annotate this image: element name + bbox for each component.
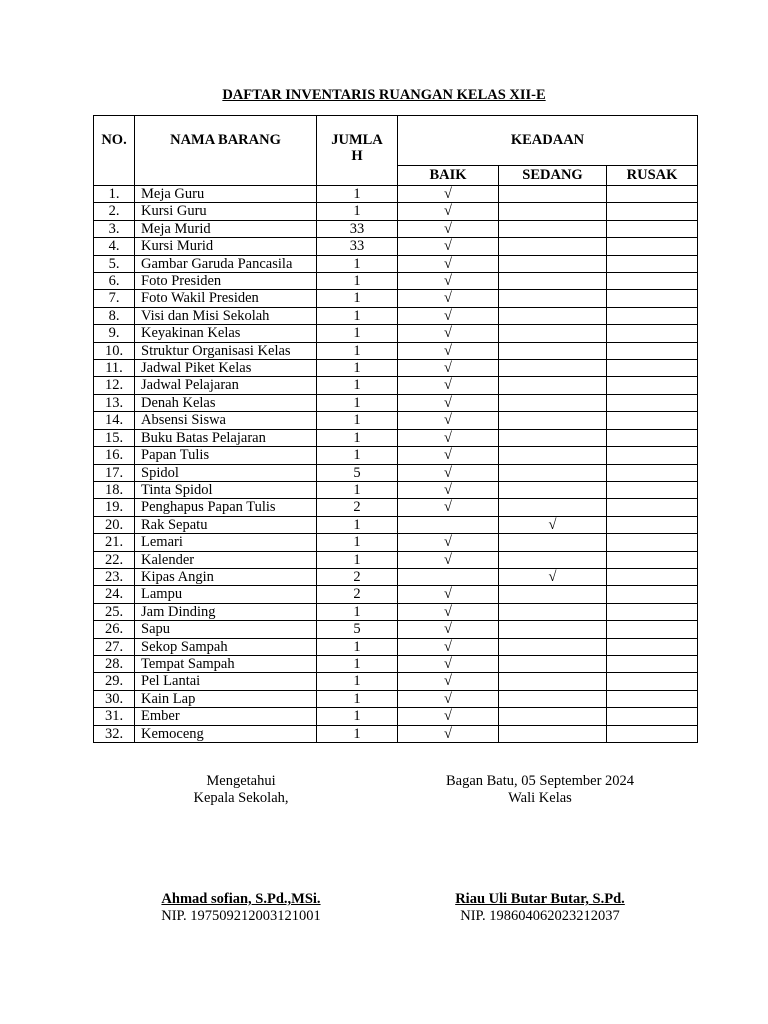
row-item-name: Meja Murid: [135, 220, 317, 237]
check-mark-icon: √: [444, 603, 452, 620]
check-mark-icon: √: [444, 360, 452, 377]
row-condition-rusak: [607, 273, 698, 290]
row-quantity: 1: [317, 725, 398, 742]
table-row: [94, 534, 698, 551]
inventory-table: [93, 115, 698, 743]
row-quantity: 1: [317, 534, 398, 551]
row-condition-baik: [398, 412, 499, 429]
row-condition-baik: [398, 342, 499, 359]
table-row: [94, 203, 698, 220]
header-no: NO.: [94, 116, 135, 186]
row-condition-rusak: [607, 673, 698, 690]
row-number: 24.: [94, 586, 135, 603]
row-number: 14.: [94, 412, 135, 429]
row-item-name: Sekop Sampah: [135, 638, 317, 655]
check-mark-icon: √: [444, 186, 452, 202]
check-mark-icon: √: [548, 568, 557, 585]
signature-left-nip: NIP. 197509212003121001: [161, 908, 321, 924]
row-quantity: 2: [317, 568, 398, 585]
row-condition-sedang: [499, 603, 607, 620]
row-number: 13.: [94, 394, 135, 411]
check-mark-icon: √: [444, 655, 452, 672]
row-number: 25.: [94, 603, 135, 620]
row-item-name: Kursi Murid: [135, 238, 317, 255]
table-row: [94, 307, 698, 324]
table-row: [94, 255, 698, 272]
row-number: 23.: [94, 568, 135, 585]
header-jumlah-line2: H: [351, 148, 363, 165]
row-condition-rusak: [607, 516, 698, 533]
row-item-name: Rak Sepatu: [135, 516, 317, 533]
row-item-name: Ember: [135, 708, 317, 725]
row-quantity: 1: [317, 429, 398, 446]
row-condition-baik: [398, 673, 499, 690]
inventory-rows: [94, 186, 698, 743]
table-row: [94, 708, 698, 725]
row-condition-rusak: [607, 586, 698, 603]
row-item-name: Struktur Organisasi Kelas: [135, 342, 317, 359]
row-condition-rusak: [607, 220, 698, 237]
row-condition-baik: [398, 429, 499, 446]
row-number: 28.: [94, 655, 135, 672]
row-condition-baik: [398, 725, 499, 742]
row-number: 31.: [94, 708, 135, 725]
row-item-name: Pel Lantai: [135, 673, 317, 690]
row-condition-rusak: [607, 499, 698, 516]
check-mark-icon: √: [444, 690, 452, 707]
row-quantity: 1: [317, 481, 398, 498]
row-number: 20.: [94, 516, 135, 533]
check-mark-icon: √: [444, 534, 452, 551]
row-condition-baik: [398, 203, 499, 220]
table-row: [94, 499, 698, 516]
row-item-name: Kalender: [135, 551, 317, 568]
row-quantity: 1: [317, 360, 398, 377]
row-quantity: 2: [317, 499, 398, 516]
check-mark-icon: √: [444, 377, 452, 394]
row-condition-rusak: [607, 307, 698, 324]
row-item-name: Papan Tulis: [135, 447, 317, 464]
signature-left-line2: Kepala Sekolah,: [193, 790, 289, 806]
row-item-name: Kemoceng: [135, 725, 317, 742]
check-mark-icon: √: [444, 238, 452, 255]
row-condition-sedang: [499, 568, 607, 585]
row-condition-sedang: [499, 464, 607, 481]
row-condition-sedang: [499, 394, 607, 411]
row-condition-rusak: [607, 603, 698, 620]
row-quantity: 1: [317, 412, 398, 429]
row-condition-sedang: [499, 621, 607, 638]
table-row: [94, 551, 698, 568]
row-condition-baik: [398, 638, 499, 655]
table-row: [94, 690, 698, 707]
row-item-name: Visi dan Misi Sekolah: [135, 307, 317, 324]
header-sedang: SEDANG: [499, 166, 607, 186]
row-condition-sedang: [499, 325, 607, 342]
row-condition-baik: [398, 238, 499, 255]
check-mark-icon: √: [444, 307, 452, 324]
row-quantity: 5: [317, 621, 398, 638]
row-item-name: Lemari: [135, 534, 317, 551]
row-condition-rusak: [607, 551, 698, 568]
check-mark-icon: √: [444, 220, 452, 237]
row-item-name: Keyakinan Kelas: [135, 325, 317, 342]
row-condition-baik: [398, 273, 499, 290]
row-number: 9.: [94, 325, 135, 342]
row-condition-rusak: [607, 568, 698, 585]
row-item-name: Kipas Angin: [135, 568, 317, 585]
row-condition-rusak: [607, 447, 698, 464]
row-number: 27.: [94, 638, 135, 655]
row-condition-sedang: [499, 342, 607, 359]
check-mark-icon: √: [444, 203, 452, 220]
row-condition-baik: [398, 551, 499, 568]
row-condition-baik: [398, 516, 499, 533]
row-quantity: 1: [317, 394, 398, 411]
row-condition-baik: [398, 360, 499, 377]
row-condition-rusak: [607, 534, 698, 551]
signature-left-name: Ahmad sofian, S.Pd.,MSi.: [161, 891, 321, 907]
row-number: 22.: [94, 551, 135, 568]
row-item-name: Lampu: [135, 586, 317, 603]
row-number: 12.: [94, 377, 135, 394]
row-condition-rusak: [607, 186, 698, 203]
header-rusak: RUSAK: [607, 166, 698, 186]
check-mark-icon: √: [444, 429, 452, 446]
check-mark-icon: √: [444, 255, 452, 272]
table-row: [94, 447, 698, 464]
row-condition-baik: [398, 255, 499, 272]
row-quantity: 33: [317, 238, 398, 255]
header-jumlah-line1: JUMLA: [331, 132, 383, 148]
row-number: 32.: [94, 725, 135, 742]
row-number: 29.: [94, 673, 135, 690]
row-number: 1.: [94, 186, 135, 203]
row-condition-sedang: [499, 412, 607, 429]
row-item-name: Jadwal Piket Kelas: [135, 360, 317, 377]
row-condition-baik: [398, 394, 499, 411]
table-row: [94, 360, 698, 377]
row-condition-rusak: [607, 238, 698, 255]
row-condition-rusak: [607, 325, 698, 342]
row-condition-rusak: [607, 708, 698, 725]
row-number: 30.: [94, 690, 135, 707]
row-condition-rusak: [607, 429, 698, 446]
row-quantity: 1: [317, 342, 398, 359]
header-jumlah: [317, 116, 398, 186]
row-number: 3.: [94, 220, 135, 237]
row-condition-rusak: [607, 203, 698, 220]
row-number: 7.: [94, 290, 135, 307]
row-number: 11.: [94, 360, 135, 377]
signature-right: [420, 773, 660, 925]
row-condition-baik: [398, 481, 499, 498]
row-condition-baik: [398, 534, 499, 551]
row-item-name: Sapu: [135, 621, 317, 638]
row-condition-rusak: [607, 481, 698, 498]
header-baik: BAIK: [398, 166, 499, 186]
row-number: 15.: [94, 429, 135, 446]
row-quantity: 1: [317, 186, 398, 203]
row-condition-sedang: [499, 447, 607, 464]
row-condition-sedang: [499, 551, 607, 568]
row-quantity: 2: [317, 586, 398, 603]
table-row: [94, 394, 698, 411]
row-condition-rusak: [607, 394, 698, 411]
check-mark-icon: √: [444, 586, 452, 603]
row-condition-sedang: [499, 429, 607, 446]
row-condition-baik: [398, 186, 499, 203]
row-condition-baik: [398, 708, 499, 725]
header-nama-barang: NAMA BARANG: [135, 116, 317, 186]
check-mark-icon: √: [444, 290, 452, 307]
table-row: [94, 673, 698, 690]
signature-left: [140, 773, 342, 925]
check-mark-icon: √: [444, 412, 452, 429]
row-number: 17.: [94, 464, 135, 481]
table-row: [94, 342, 698, 359]
row-quantity: 1: [317, 603, 398, 620]
table-row: [94, 621, 698, 638]
row-condition-sedang: [499, 690, 607, 707]
row-item-name: Kursi Guru: [135, 203, 317, 220]
row-number: 2.: [94, 203, 135, 220]
row-condition-sedang: [499, 516, 607, 533]
row-condition-rusak: [607, 621, 698, 638]
row-condition-rusak: [607, 342, 698, 359]
row-item-name: Buku Batas Pelajaran: [135, 429, 317, 446]
row-condition-baik: [398, 499, 499, 516]
row-number: 16.: [94, 447, 135, 464]
row-condition-baik: [398, 586, 499, 603]
row-quantity: 1: [317, 551, 398, 568]
check-mark-icon: √: [444, 481, 452, 498]
row-number: 6.: [94, 273, 135, 290]
row-quantity: 1: [317, 273, 398, 290]
row-condition-baik: [398, 325, 499, 342]
row-condition-rusak: [607, 290, 698, 307]
row-condition-sedang: [499, 273, 607, 290]
row-condition-sedang: [499, 360, 607, 377]
row-condition-rusak: [607, 464, 698, 481]
table-row: [94, 725, 698, 742]
row-condition-rusak: [607, 377, 698, 394]
row-condition-rusak: [607, 255, 698, 272]
row-quantity: 1: [317, 708, 398, 725]
check-mark-icon: √: [548, 516, 557, 533]
check-mark-icon: √: [444, 551, 452, 568]
table-row: [94, 290, 698, 307]
row-quantity: 1: [317, 516, 398, 533]
row-condition-baik: [398, 447, 499, 464]
row-item-name: Foto Presiden: [135, 273, 317, 290]
row-condition-rusak: [607, 638, 698, 655]
row-quantity: 1: [317, 307, 398, 324]
table-row: [94, 586, 698, 603]
row-condition-baik: [398, 621, 499, 638]
row-condition-baik: [398, 307, 499, 324]
row-number: 8.: [94, 307, 135, 324]
row-condition-sedang: [499, 255, 607, 272]
row-condition-sedang: [499, 499, 607, 516]
row-number: 5.: [94, 255, 135, 272]
table-row: [94, 377, 698, 394]
row-item-name: Gambar Garuda Pancasila: [135, 255, 317, 272]
table-row: [94, 412, 698, 429]
row-condition-baik: [398, 655, 499, 672]
check-mark-icon: √: [444, 621, 452, 638]
row-condition-sedang: [499, 186, 607, 203]
signature-right-line1: Bagan Batu, 05 September 2024: [445, 773, 635, 789]
table-row: [94, 238, 698, 255]
row-quantity: 1: [317, 673, 398, 690]
row-item-name: Meja Guru: [135, 186, 317, 203]
signature-right-line2: Wali Kelas: [508, 790, 572, 806]
row-number: 18.: [94, 481, 135, 498]
row-number: 26.: [94, 621, 135, 638]
row-item-name: Absensi Siswa: [135, 412, 317, 429]
table-row: [94, 603, 698, 620]
check-mark-icon: √: [444, 447, 452, 464]
row-condition-rusak: [607, 725, 698, 742]
row-condition-sedang: [499, 655, 607, 672]
row-item-name: Denah Kelas: [135, 394, 317, 411]
check-mark-icon: √: [444, 273, 452, 290]
check-mark-icon: √: [444, 638, 452, 655]
document-title: DAFTAR INVENTARIS RUANGAN KELAS XII-E: [222, 87, 546, 103]
check-mark-icon: √: [444, 499, 452, 516]
signature-right-nip: NIP. 198604062023212037: [460, 908, 620, 924]
table-row: [94, 186, 698, 203]
table-row: [94, 481, 698, 498]
row-condition-baik: [398, 603, 499, 620]
check-mark-icon: √: [444, 342, 452, 359]
row-quantity: 1: [317, 655, 398, 672]
row-condition-baik: [398, 690, 499, 707]
table-row: [94, 273, 698, 290]
row-item-name: Tinta Spidol: [135, 481, 317, 498]
table-row: [94, 638, 698, 655]
row-quantity: 1: [317, 447, 398, 464]
row-number: 21.: [94, 534, 135, 551]
row-condition-rusak: [607, 655, 698, 672]
table-row: [94, 325, 698, 342]
row-condition-sedang: [499, 307, 607, 324]
check-mark-icon: √: [444, 725, 452, 742]
table-row: [94, 464, 698, 481]
row-item-name: Spidol: [135, 464, 317, 481]
row-item-name: Jam Dinding: [135, 603, 317, 620]
row-condition-baik: [398, 290, 499, 307]
row-item-name: Jadwal Pelajaran: [135, 377, 317, 394]
row-quantity: 1: [317, 255, 398, 272]
row-item-name: Kain Lap: [135, 690, 317, 707]
table-row: [94, 220, 698, 237]
row-condition-sedang: [499, 220, 607, 237]
row-condition-sedang: [499, 238, 607, 255]
row-condition-baik: [398, 568, 499, 585]
row-number: 4.: [94, 238, 135, 255]
row-condition-sedang: [499, 708, 607, 725]
row-quantity: 1: [317, 638, 398, 655]
check-mark-icon: √: [444, 464, 452, 481]
row-item-name: Tempat Sampah: [135, 655, 317, 672]
check-mark-icon: √: [444, 394, 452, 411]
table-row: [94, 655, 698, 672]
row-quantity: 1: [317, 290, 398, 307]
row-quantity: 5: [317, 464, 398, 481]
row-condition-sedang: [499, 534, 607, 551]
row-item-name: Foto Wakil Presiden: [135, 290, 317, 307]
row-condition-baik: [398, 464, 499, 481]
row-condition-sedang: [499, 203, 607, 220]
row-condition-sedang: [499, 725, 607, 742]
row-quantity: 1: [317, 377, 398, 394]
row-condition-sedang: [499, 377, 607, 394]
row-quantity: 1: [317, 203, 398, 220]
row-condition-rusak: [607, 360, 698, 377]
row-condition-sedang: [499, 290, 607, 307]
check-mark-icon: √: [444, 708, 452, 725]
check-mark-icon: √: [444, 325, 452, 342]
row-quantity: 33: [317, 220, 398, 237]
row-number: 19.: [94, 499, 135, 516]
table-row: [94, 568, 698, 585]
row-condition-sedang: [499, 586, 607, 603]
row-condition-rusak: [607, 690, 698, 707]
row-item-name: Penghapus Papan Tulis: [135, 499, 317, 516]
table-row: [94, 429, 698, 446]
header-keadaan: KEADAAN: [398, 116, 698, 166]
row-number: 10.: [94, 342, 135, 359]
row-condition-baik: [398, 220, 499, 237]
row-condition-sedang: [499, 481, 607, 498]
row-quantity: 1: [317, 325, 398, 342]
signature-right-name: Riau Uli Butar Butar, S.Pd.: [455, 891, 625, 907]
row-quantity: 1: [317, 690, 398, 707]
check-mark-icon: √: [444, 673, 452, 690]
row-condition-baik: [398, 377, 499, 394]
table-row: [94, 516, 698, 533]
row-condition-sedang: [499, 638, 607, 655]
row-condition-sedang: [499, 673, 607, 690]
row-condition-rusak: [607, 412, 698, 429]
signature-left-line1: Mengetahui: [206, 773, 276, 789]
